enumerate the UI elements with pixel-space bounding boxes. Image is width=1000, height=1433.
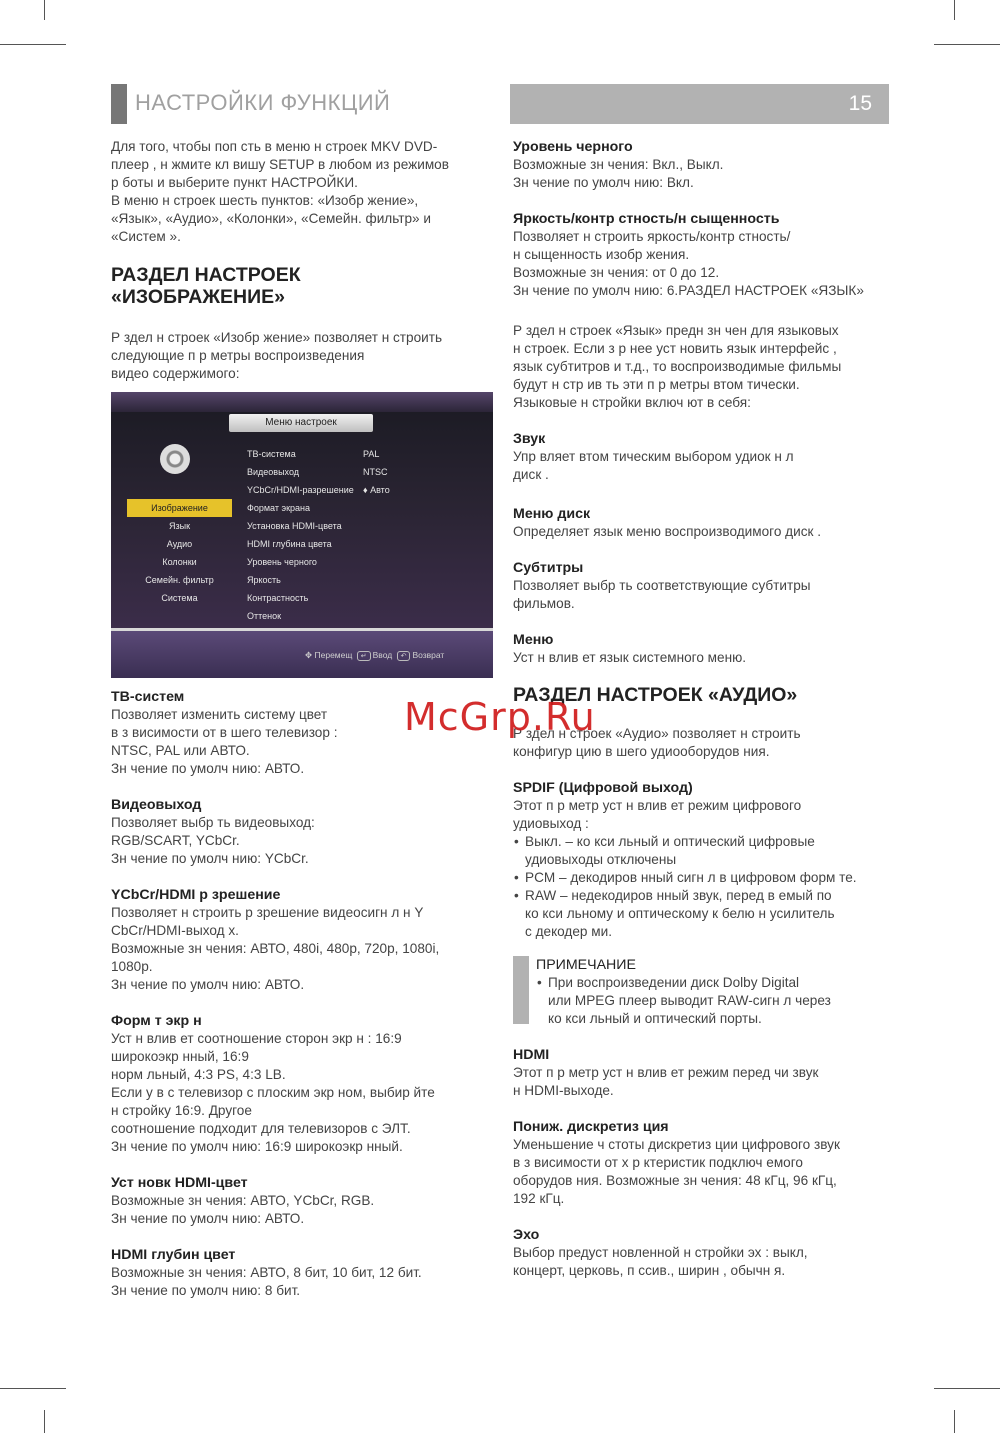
section-text-image: Р здел н строек «Изобр жение» позволяет н строить следующие п р метры воспроизведения видео содержимого: — [111, 330, 443, 381]
screenshot-value-text: Авто — [370, 485, 390, 495]
item-hdmi — [513, 1046, 895, 1100]
crop-mark — [954, 1410, 955, 1433]
screenshot-option: Формат экрана — [247, 503, 310, 513]
film-reel-icon — [160, 444, 190, 474]
crop-mark — [44, 0, 45, 20]
page-header — [111, 84, 889, 124]
screenshot-menu-item: Семейн. фильтр — [145, 575, 214, 585]
settings-menu-screenshot — [111, 392, 493, 678]
item-title: Эхо — [513, 1227, 540, 1243]
screenshot-value: PAL — [363, 449, 380, 459]
note-list — [536, 974, 876, 1028]
item-title: Яркость/контр стность/н сыщенность — [513, 211, 780, 227]
watermark: McGrp.Ru — [404, 695, 596, 739]
crop-mark — [934, 1388, 1000, 1389]
crop-mark — [934, 44, 1000, 45]
screenshot-menu-item: Колонки — [162, 557, 197, 567]
screenshot-values — [363, 445, 423, 499]
arrows-icon: ✥ — [305, 650, 313, 660]
item-text: Позволяет н строить р зрешение видеосигн л н Y CbCr/HDMI-выход х. Возможные зн чения: АВТО, 480i, 480p, 720p, 1080i, 1080p. Зн чение по умолч нию: АВТО. — [111, 905, 440, 992]
screenshot-option: HDMI глубина цвета — [247, 539, 332, 549]
hint-move: Перемещ — [314, 650, 353, 660]
item-hdmi-color — [111, 1174, 491, 1228]
back-key-icon: ↶ — [397, 651, 411, 661]
section-title-image: РАЗДЕЛ НАСТРОЕК «ИЗОБРАЖЕНИЕ» — [111, 264, 301, 308]
intro-text: Для того, чтобы поп сть в меню н строек MKV DVD- плеер , н жмите кл вишу SETUP в любом из режимов р боты и выберите пункт НАСТРОЙКИ. В меню н строек шесть пунктов: «Изобр жение», «Язык», «Аудио», «Колонки», «Семейн. фильтр» и «Систем ». — [111, 139, 449, 244]
page-number: 15 — [848, 92, 872, 115]
screenshot-option: YCbCr/HDMI-разрешение — [247, 485, 354, 495]
screenshot-menu-item: Изображение — [127, 499, 232, 517]
screenshot-option: Яркость — [247, 575, 281, 585]
item-title: ТВ-систем — [111, 689, 185, 705]
screenshot-value: NTSC — [363, 467, 388, 477]
item-text: Этот п р метр уст н влив ет режим перед чи звук н HDMI-выходе. — [513, 1065, 819, 1098]
enter-key-icon: ↵ — [357, 651, 371, 661]
item-text: Возможные зн чения: АВТО, 8 бит, 10 бит, 12 бит. Зн чение по умолч нию: 8 бит. — [111, 1265, 422, 1298]
item-video-output — [111, 796, 491, 868]
screenshot-topbar — [111, 392, 493, 412]
item-title: Меню диск — [513, 506, 591, 522]
list-item: • RAW – недекодиров нный звук, перед в емый по ко кси льному и оптическому к белю н усилитель с декодер ми. — [513, 887, 895, 941]
item-title: Уст новк HDMI-цвет — [111, 1175, 248, 1191]
item-text: Определяет язык меню воспроизводимого диск . — [513, 524, 821, 539]
screenshot-option: ТВ-система — [247, 449, 296, 459]
item-text: Выбор предуст новленной н стройки эх : выкл, концерт, церковь, п ссив., ширин , обычн я. — [513, 1245, 808, 1278]
hint-back: Возврат — [412, 650, 445, 660]
item-sound — [513, 430, 895, 484]
crop-mark — [0, 1388, 66, 1389]
crop-mark — [44, 1410, 45, 1433]
item-text: Упр вляет втом тическим выбором удиок н л диск . — [513, 449, 794, 482]
screenshot-options — [247, 445, 357, 625]
screenshot-hints — [305, 650, 444, 661]
item-title: Субтитры — [513, 560, 584, 576]
item-text: Возможные зн чения: Вкл., Выкл. Зн чение по умолч нию: Вкл. — [513, 157, 724, 190]
crop-mark — [954, 0, 955, 20]
item-screen-format — [111, 1012, 491, 1156]
screenshot-menu-title: Меню настроек — [229, 414, 373, 432]
item-text: Позволяет изменить систему цвет в з висимости от в шего телевизор : NTSC, PAL или АВТО. Зн чение по умолч нию: АВТО. — [111, 707, 338, 776]
item-disc-menu — [513, 505, 895, 541]
screenshot-option: Оттенок — [247, 611, 282, 621]
item-subtitles — [513, 559, 895, 613]
note-title: ПРИМЕЧАНИЕ — [536, 957, 636, 973]
item-title: HDMI — [513, 1047, 550, 1063]
screenshot-option: Уровень черного — [247, 557, 317, 567]
item-spdif — [513, 779, 895, 941]
item-title: Видеовыход — [111, 797, 202, 813]
spdif-options-list — [513, 833, 895, 941]
item-text: Этот п р метр уст н влив ет режим цифрового удиовыход : — [513, 798, 802, 831]
note-bar — [513, 956, 529, 1024]
item-text: Позволяет выбр ть видеовыход: RGB/SCART, YCbCr. Зн чение по умолч нию: YCbCr. — [111, 815, 315, 866]
screenshot-option: Контрастность — [247, 593, 309, 603]
screenshot-option: Видеовыход — [247, 467, 300, 477]
item-title: YCbCr/HDMI р зрешение — [111, 887, 281, 903]
language-intro: Р здел н строек «Язык» предн зн чен для языковых н строек. Если з р нее уст новить язык интерфейс , язык субтитров и т.д., то воспроизводимые фильмы будут н стр ив ть эти п р метры втом тически. Языковые н стройки включ ют в себя: — [513, 323, 842, 410]
screenshot-menu-item: Язык — [168, 521, 191, 531]
item-hdmi-depth — [111, 1246, 491, 1300]
item-title: Пониж. дискретиз ция — [513, 1119, 669, 1135]
header-marker — [111, 84, 127, 124]
item-text: Уст н влив ет соотношение сторон экр н : 16:9 широкоэкр нный, 16:9 норм льный, 4:3 PS, 4:3 LB. Если у в с телевизор с плоским экр ном, выбир йте н стройку 16:9. Другое соотношение подходит для телевизоров с ЭЛТ. Зн чение по умолч нию: 16:9 широкоэкр нный. — [111, 1031, 435, 1154]
item-title: SPDIF (Цифровой выход) — [513, 780, 693, 796]
item-title: Звук — [513, 431, 546, 447]
screenshot-value: ♦ Авто — [363, 485, 390, 495]
screenshot-left-menu — [127, 499, 232, 607]
item-title: Уровень черного — [513, 139, 633, 155]
screenshot-option: Установка HDMI-цвета — [247, 521, 342, 531]
hint-enter: Ввод — [372, 650, 393, 660]
item-menu — [513, 631, 895, 667]
list-item: • При воспроизведении диск Dolby Digital или MPEG плеер выводит RAW-сигн л через ко кси льный и оптический порты. — [536, 974, 876, 1028]
item-text: Позволяет выбр ть соответствующие субтитры фильмов. — [513, 578, 811, 611]
audio-intro: Р здел н строек «Аудио» позволяет н строить конфигур цию в шего удиооборудов ния. — [513, 726, 801, 759]
item-text: Уменьшение ч стоты дискретиз ции цифрового звук в з висимости от х р ктеристик подключ емого оборудов ния. Возможные зн чения: 48 кГц, 96 кГц, 192 кГц. — [513, 1137, 840, 1206]
item-echo — [513, 1226, 895, 1280]
header-title-box — [127, 84, 510, 124]
item-title: Форм т экр н — [111, 1013, 202, 1029]
item-downsampling — [513, 1118, 895, 1208]
page-title: НАСТРОЙКИ ФУНКЦИЙ — [135, 90, 391, 115]
item-resolution — [111, 886, 491, 994]
section-title-audio: РАЗДЕЛ НАСТРОЕК «АУДИО» — [513, 684, 798, 706]
crop-mark — [0, 44, 66, 45]
item-title: HDMI глубин цвет — [111, 1247, 236, 1263]
item-title: Меню — [513, 632, 554, 648]
screenshot-menu-item: Аудио — [166, 539, 193, 549]
screenshot-menu-item: Система — [161, 593, 198, 603]
item-text: Позволяет н строить яркость/контр стность/ н сыщенность изобр жения. Возможные зн чения: от 0 до 12. Зн чение по умолч нию: 6.РАЗДЕЛ НАСТРОЕК «ЯЗЫК» — [513, 229, 864, 298]
item-text: Возможные зн чения: АВТО, YCbCr, RGB. Зн чение по умолч нию: АВТО. — [111, 1193, 375, 1226]
item-black-level — [513, 138, 895, 192]
list-item: • PCM – декодиров нный сигн л в цифровом форм те. — [513, 869, 895, 887]
item-brightness — [513, 210, 895, 300]
list-item: • Выкл. – ко кси льный и оптический цифровые удиовыходы отключены — [513, 833, 895, 869]
item-text: Уст н влив ет язык системного меню. — [513, 650, 747, 665]
